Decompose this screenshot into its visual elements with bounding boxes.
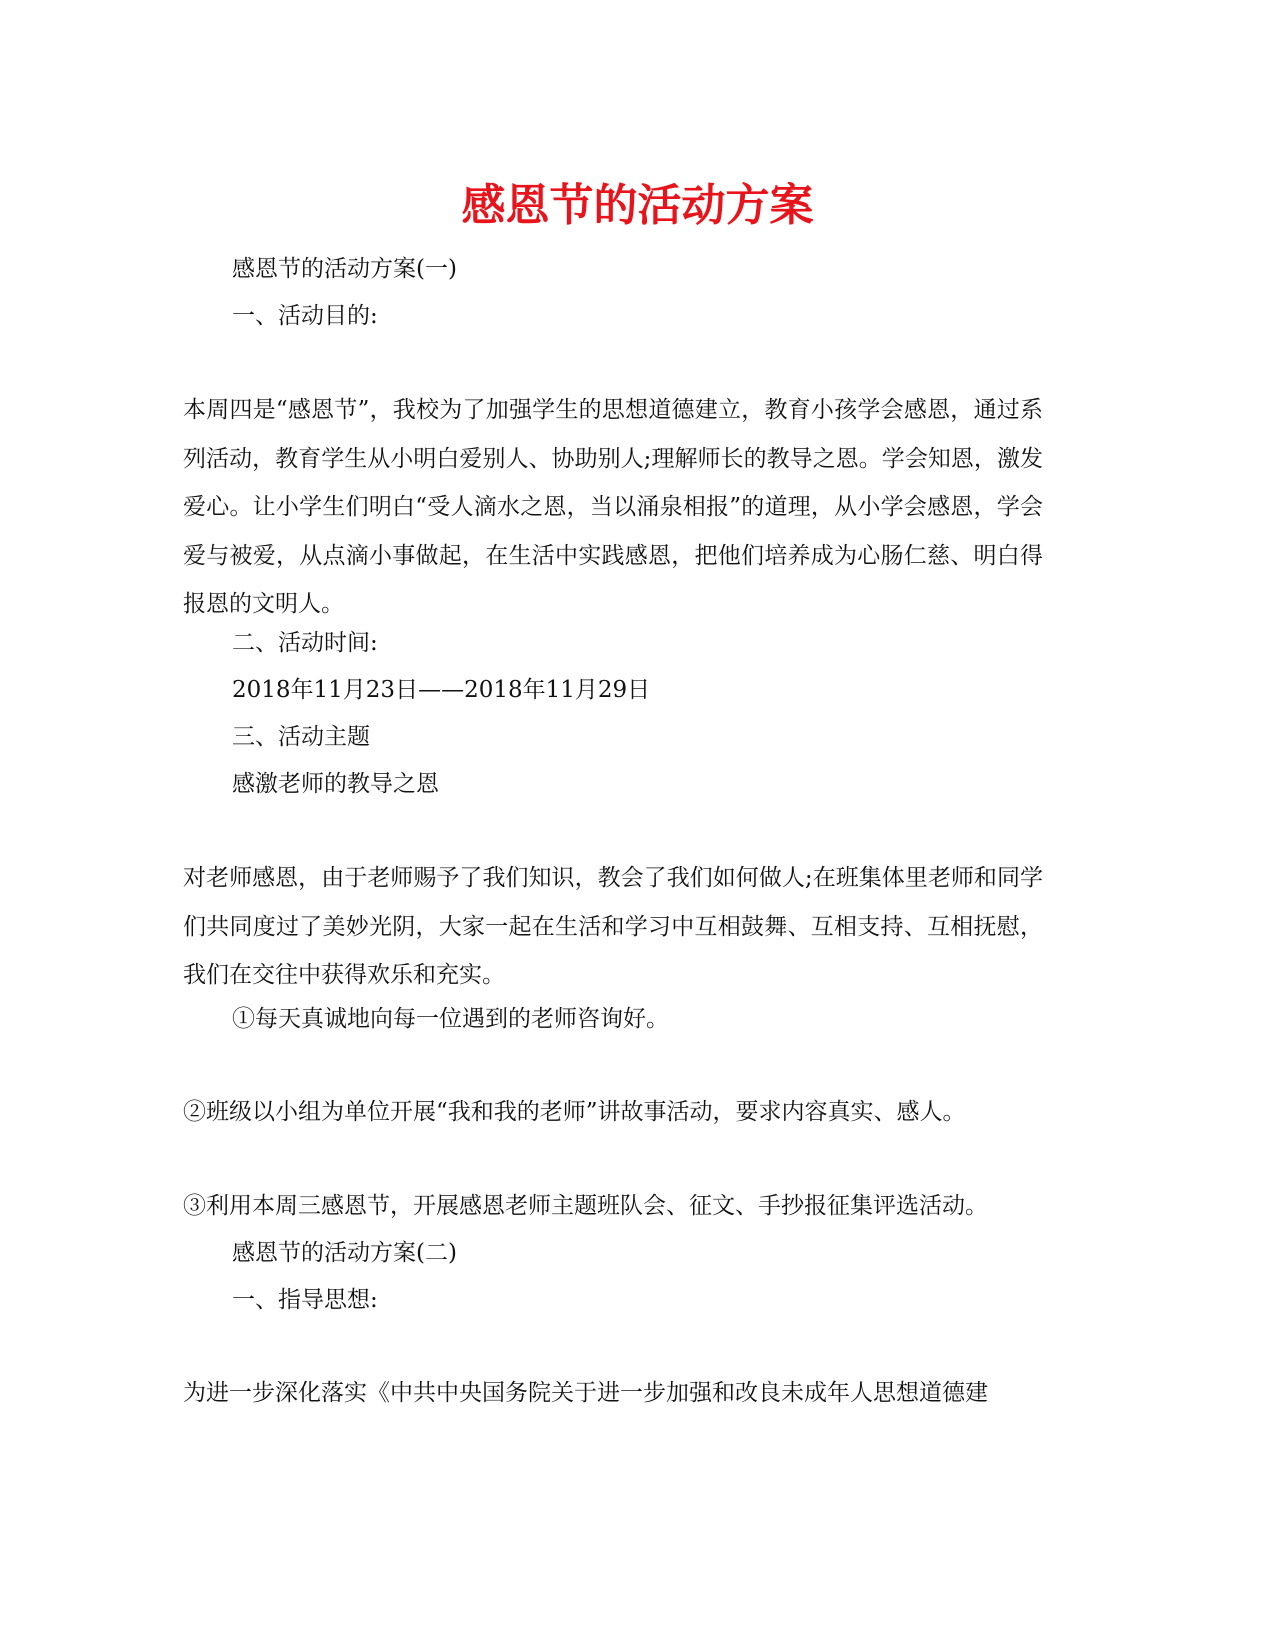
list-item-3: ③利用本周三感恩节，开展感恩老师主题班队会、征文、手抄报征集评选活动。 <box>183 1193 988 1219</box>
document-title: 感恩节的活动方案 <box>461 180 814 231</box>
section-heading-2: 感恩节的活动方案(二) <box>232 1240 457 1266</box>
section-heading-1: 感恩节的活动方案(一) <box>232 256 457 282</box>
heading-guiding-ideology: 一、指导思想: <box>232 1287 378 1313</box>
list-item-2: ②班级以小组为单位开展“我和我的老师”讲故事活动，要求内容真实、感人。 <box>183 1099 966 1125</box>
paragraph-guiding-ideology: 为进一步深化落实《中共中央国务院关于进一步加强和改良未成年人思想道德建 <box>183 1380 988 1406</box>
paragraph-purpose: 本周四是“感恩节”，我校为了加强学生的思想道德建立，教育小孩学会感恩，通过系列活动，教育学生从小明白爱别人、协助别人;理解师长的教导之恩。学会知恩，激发爱心。让小学生们明白“受人滴水之恩，当以涌泉相报”的道理，从小学会感恩，学会爱与被爱，从点滴小事做起，在生活中实践感恩，把他们培养成为心肠仁慈、明白得报恩的文明人。 <box>183 397 1043 617</box>
list-item-1: ①每天真诚地向每一位遇到的老师咨询好。 <box>232 1006 669 1032</box>
activity-date-range: 2018年11月23日——2018年11月29日 <box>232 677 651 703</box>
heading-activity-time: 二、活动时间: <box>232 630 378 656</box>
heading-activity-purpose: 一、活动目的: <box>232 303 378 329</box>
heading-activity-theme: 三、活动主题 <box>232 724 370 750</box>
paragraph-thank-teachers: 对老师感恩，由于老师赐予了我们知识，教会了我们如何做人;在班集体里老师和同学们共同度过了美妙光阴，大家一起在生活和学习中互相鼓舞、互相支持、互相抚慰，我们在交往中获得欢乐和充实。 <box>183 865 1043 988</box>
activity-theme-text: 感激老师的教导之恩 <box>232 771 439 797</box>
